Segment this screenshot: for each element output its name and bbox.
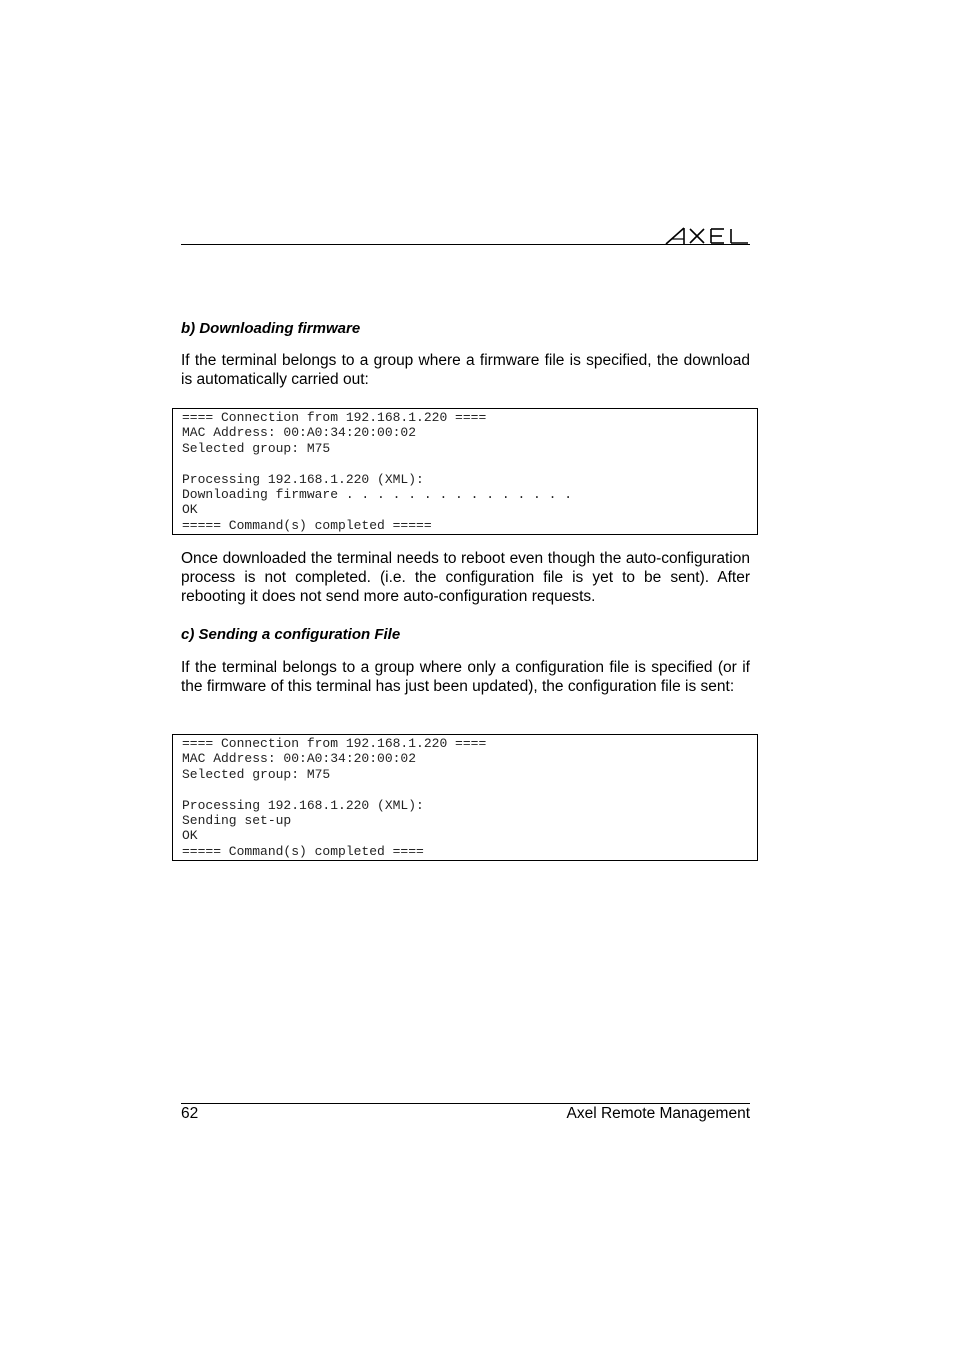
- console-line: Sending set-up: [182, 812, 292, 828]
- section-b-after: Once downloaded the terminal needs to reboot even though the auto-configuration process is not completed. (i.e. the configuration file is yet to be sent). After rebooting it does not send more auto-configuration requests.: [181, 550, 750, 606]
- console-line: Processing 192.168.1.220 (XML):: [182, 797, 424, 813]
- console-line: Processing 192.168.1.220 (XML):: [182, 471, 424, 487]
- page-number: 62: [181, 1105, 199, 1122]
- console-line: ===== Command(s) completed ====: [182, 843, 424, 859]
- console-line: Selected group: M75: [182, 440, 331, 456]
- console-line: MAC Address: 00:A0:34:20:00:02: [182, 425, 417, 441]
- console-line: Selected group: M75: [182, 766, 331, 782]
- console-line: ===== Command(s) completed =====: [182, 517, 432, 533]
- console-line: [182, 456, 748, 471]
- section-b-intro: If the terminal belongs to a group where a firmware file is specified, the download is automatically carried out:: [181, 352, 750, 389]
- header-divider: [181, 244, 750, 245]
- console-line: ==== Connection from 192.168.1.220 ====: [182, 736, 487, 751]
- console-line: [182, 782, 748, 797]
- section-c-heading: c) Sending a configuration File: [181, 626, 401, 643]
- console-line: MAC Address: 00:A0:34:20:00:02: [182, 751, 417, 767]
- console-line: OK: [182, 828, 198, 844]
- section-c-intro: If the terminal belongs to a group where only a configuration file is specified (or if the firmware of this terminal has just been updated), the configuration file is sent:: [181, 659, 750, 696]
- footer-doc-title: Axel Remote Management: [566, 1105, 750, 1122]
- firmware-download-console: [172, 408, 758, 535]
- config-send-console: [172, 734, 758, 861]
- section-b-heading: b) Downloading firmware: [181, 320, 361, 337]
- console-line: OK: [182, 502, 198, 518]
- console-line: Downloading firmware . . . . . . . . . . . . . . .: [182, 486, 573, 502]
- axel-logo: [664, 224, 750, 246]
- console-line: ==== Connection from 192.168.1.220 ====: [182, 410, 487, 425]
